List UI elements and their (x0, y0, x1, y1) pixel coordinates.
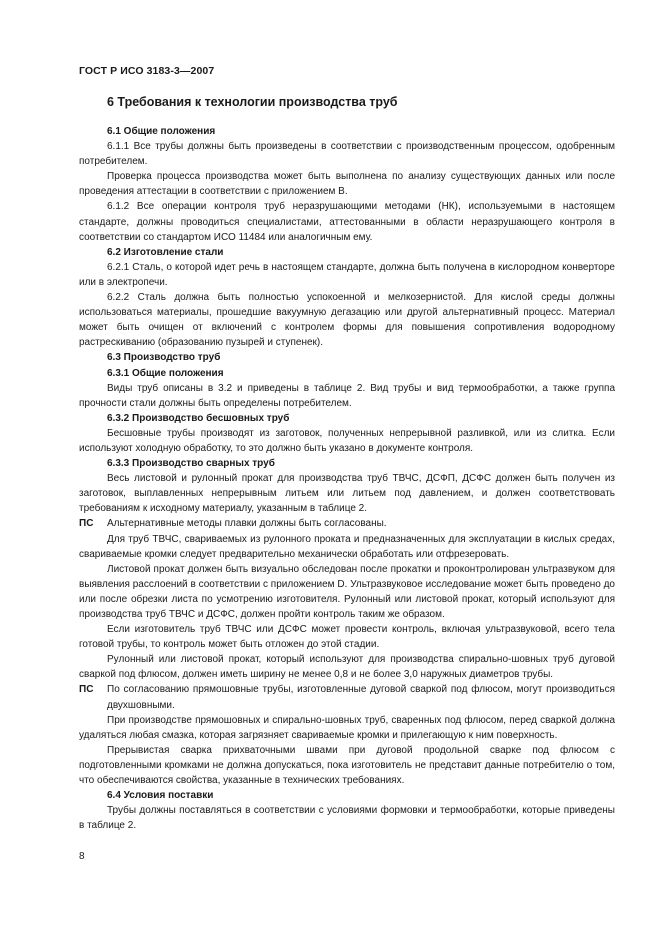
subsection-heading: 6.3 Производство труб (107, 352, 221, 364)
paragraph: 6.1.1 Все трубы должны быть произведены в соответствии с производственным процессом, одобренным потребителем. (79, 141, 615, 168)
paragraph: Проверка процесса производства может быть выполнена по анализу существующих данных или после проведения аттестации в соответствии с приложением В. (79, 171, 615, 198)
note (79, 682, 615, 712)
subsection-heading: 6.3.3 Производство сварных труб (107, 458, 275, 470)
subsection-heading: 6.2 Изготовление стали (107, 246, 224, 258)
paragraph: 6.2.2 Сталь должна быть полностью успокоенной и мелкозернистой. Для кислой среды должны использоваться материалы, прошедшие вакуумную дегазацию или другой альтернативный процесс. Материал может быть очищен от включений с контролем формы для повышения сопротивления водородному растрескиванию (образованию пузырей и ступенек). (79, 292, 615, 349)
paragraph: Прерывистая сварка прихваточными швами при дуговой продольной сварке под флюсом с подготовленными кромками не должна допускаться, пока изготовитель не представит данные потребителю о том, что обеспечиваются свойства, указанные в технических требованиях. (79, 744, 615, 787)
paragraph: 6.1.2 Все операции контроля труб неразрушающими методами (НК), используемыми в настоящем стандарте, должны проводиться специалистами, аттестованными в области неразрушающего контроля в соответствии со стандартом ИСО 11484 или аналогичным ему. (79, 201, 615, 243)
paragraph: Виды труб описаны в 3.2 и приведены в таблице 2. Вид трубы и вид термообработки, а также группа прочности стали должны быть определены потребителем. (79, 382, 615, 409)
subsection-heading: 6.4 Условия поставки (107, 790, 214, 802)
paragraph: Весь листовой и рулонный прокат для производства труб ТВЧС, ДСФП, ДСФС должен быть получен из заготовок, выплавленных непрерывным литьем или литьем под давлением, и должен соответствовать требованиям к исходному материалу, указанным в таблице 2. (79, 473, 615, 515)
note-label: ПС (79, 684, 94, 696)
note-text: По согласованию прямошовные трубы, изготовленные дуговой сваркой под флюсом, могут производиться двухшовными. (107, 684, 615, 711)
note-label: ПС (79, 518, 94, 530)
section-body (79, 124, 615, 833)
subsection-heading: 6.3.2 Производство бесшовных труб (107, 412, 290, 424)
paragraph: Если изготовитель труб ТВЧС или ДСФС может провести контроль, включая ультразвуковой, всего тела готовой трубы, то контроль может быть отложен до этой стадии. (79, 624, 615, 651)
standard-designation: ГОСТ Р ИСО 3183-3—2007 (79, 65, 215, 77)
paragraph: Листовой прокат должен быть визуально обследован после прокатки и проконтролирован ультразвуком для выявления расслоений в соответствии с приложением D. Ультразвуковое исследование может быть проведено до или после обрезки листа по усмотрению изготовителя. Рулонный или листовой прокат, который используют для производства труб ТВЧС и ДСФС, должен пройти контроль таким же образом. (79, 563, 615, 620)
paragraph: Бесшовные трубы производят из заготовок, полученных непрерывной разливкой, или из слитка. Если используют холодную обработку, то это должно быть указано в документе контроля. (79, 427, 615, 454)
paragraph: Рулонный или листовой прокат, который используют для производства спирально-шовных труб дуговой сваркой под флюсом, должен иметь ширину не менее 0,8 и не более 3,0 наружных диаметров трубы. (79, 654, 615, 681)
note (79, 516, 615, 531)
paragraph: Трубы должны поставляться в соответствии с условиями формовки и термообработки, которые приведены в таблице 2. (79, 805, 615, 832)
paragraph: При производстве прямошовных и спирально-шовных труб, сваренных под флюсом, перед сваркой должна удаляться любая смазка, которая загрязняет свариваемые кромки и прилегающую к ним поверхность. (79, 714, 615, 741)
paragraph: 6.2.1 Сталь, о которой идет речь в настоящем стандарте, должна быть получена в кислородном конверторе или в электропечи. (79, 261, 615, 288)
subsection-heading: 6.1 Общие положения (107, 126, 216, 137)
section-title: 6 Требования к технологии производства труб (107, 95, 398, 109)
subsection-heading: 6.3.1 Общие положения (107, 367, 224, 379)
paragraph: Для труб ТВЧС, свариваемых из рулонного проката и предназначенных для эксплуатации в кислых средах, свариваемые кромки следует предварительно механически обработать или отфрезеровать. (79, 533, 615, 560)
page-number: 8 (79, 851, 85, 862)
note-text: Альтернативные методы плавки должны быть согласованы. (107, 518, 387, 530)
